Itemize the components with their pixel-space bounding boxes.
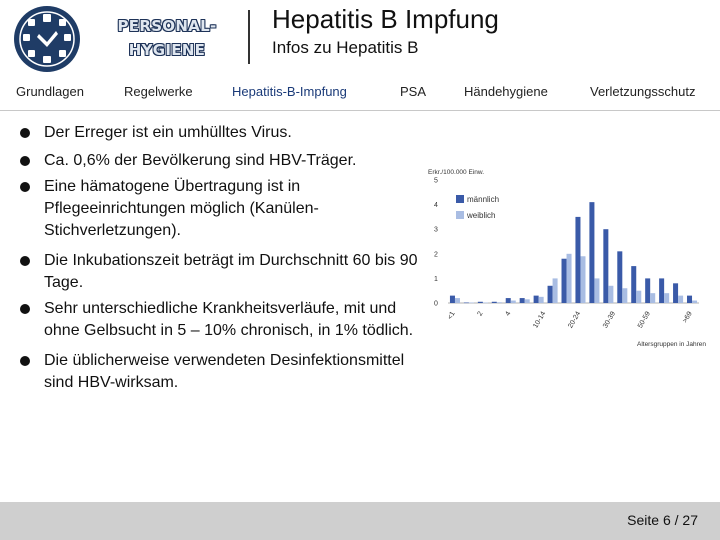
bar-weiblich [497, 302, 502, 303]
brand-line-2: HYGIENE [128, 41, 206, 59]
fact-item: Eine hämatogene Übertragung ist in Pflegeeinrichtungen möglich (Kanülen-Stichverletzungen). [18, 176, 368, 242]
y-tick-label: 4 [434, 202, 438, 210]
bar-weiblich [692, 301, 697, 303]
bar-maennlich [478, 302, 483, 303]
bar-weiblich [664, 293, 669, 303]
bar-maennlich [687, 296, 692, 303]
bar-weiblich [525, 299, 530, 303]
footer-bar [0, 502, 720, 540]
section-nav [0, 76, 720, 106]
bar-maennlich [464, 303, 469, 304]
bar-maennlich [659, 278, 664, 303]
bar-maennlich [492, 302, 497, 303]
bar-weiblich [608, 286, 613, 303]
y-tick-label: 5 [434, 177, 438, 185]
bar-maennlich [534, 296, 539, 303]
nav-item-haendehygiene[interactable]: Händehygiene [464, 84, 548, 99]
bar-weiblich [622, 288, 627, 303]
bar-weiblich [511, 301, 516, 303]
fact-item: Der Erreger ist ein umhülltes Virus. [18, 122, 418, 144]
bar-weiblich [553, 278, 558, 303]
header-divider [248, 10, 250, 64]
hygiene-logo [12, 4, 82, 74]
chart-legend [456, 195, 499, 220]
legend-label-weiblich: weiblich [467, 211, 496, 220]
bar-maennlich [520, 298, 525, 303]
y-tick-label: 3 [434, 226, 438, 234]
bar-maennlich [562, 259, 567, 303]
bar-weiblich [650, 293, 655, 303]
fact-item: Die üblicherweise verwendeten Desinfektionsmittel sind HBV-wirksam. [18, 350, 418, 394]
legend-label-maennlich: männlich [467, 195, 500, 204]
brand-wordmark [108, 14, 226, 62]
nav-item-verletzungsschutz[interactable]: Verletzungsschutz [590, 84, 696, 99]
chart-xlabel: Altersgruppen in Jahren [636, 341, 706, 348]
bar-maennlich [603, 229, 608, 303]
bar-maennlich [506, 298, 511, 303]
bar-maennlich [631, 266, 636, 303]
brand-line-1: PERSONAL- [117, 17, 217, 35]
legend-swatch-weiblich [456, 211, 464, 219]
bar-weiblich [567, 254, 572, 303]
bar-maennlich [645, 278, 650, 303]
bar-maennlich [673, 283, 678, 303]
x-tick-label: 20-24 [567, 310, 583, 330]
legend-swatch-maennlich [456, 195, 464, 203]
y-tick-label: 2 [434, 251, 438, 259]
x-tick-label: >69 [681, 310, 694, 325]
nav-item-hepatitis-b-impfung[interactable]: Hepatitis-B-Impfung [232, 84, 347, 99]
bar-weiblich [678, 296, 683, 303]
bar-weiblich [580, 256, 585, 303]
incidence-bar-chart [424, 160, 714, 350]
nav-item-regelwerke[interactable]: Regelwerke [124, 84, 193, 99]
x-tick-label: 2 [476, 310, 485, 318]
bar-maennlich [617, 251, 622, 303]
page-subtitle: Infos zu Hepatitis B [272, 38, 419, 57]
bar-weiblich [636, 291, 641, 303]
bar-maennlich [575, 217, 580, 303]
page-number: Seite 6 / 27 [627, 512, 698, 528]
bar-weiblich [594, 278, 599, 303]
bar-maennlich [450, 296, 455, 303]
page-title: Hepatitis B Impfung [272, 4, 499, 34]
x-tick-label: 4 [504, 310, 513, 318]
y-tick-label: 0 [434, 300, 438, 308]
bar-weiblich [483, 303, 488, 304]
bar-maennlich [548, 286, 553, 303]
x-tick-label: 30-39 [602, 310, 618, 330]
fact-item: Ca. 0,6% der Bevölkerung sind HBV-Träger. [18, 150, 418, 172]
x-tick-label: <1 [446, 310, 457, 321]
fact-item: Sehr unterschiedliche Krankheitsverläufe, mit und ohne Gelbsucht in 5 – 10% chronisch, in 1% tödlich. [18, 298, 418, 342]
bar-weiblich [455, 298, 460, 303]
bar-weiblich [539, 297, 544, 303]
nav-item-psa[interactable]: PSA [400, 84, 427, 99]
y-tick-label: 1 [434, 275, 438, 283]
bar-weiblich [469, 303, 474, 304]
bar-maennlich [589, 202, 594, 303]
fact-item: Die Inkubationszeit beträgt im Durchschnitt 60 bis 90 Tage. [18, 250, 418, 294]
x-tick-label: 10-14 [532, 310, 548, 330]
nav-item-grundlagen[interactable]: Grundlagen [16, 84, 84, 99]
nav-divider [0, 110, 720, 111]
chart-ylabel: Erkr./100.000 Einw. [428, 169, 485, 176]
x-tick-label: 50-59 [636, 310, 652, 330]
fact-list [18, 122, 418, 394]
